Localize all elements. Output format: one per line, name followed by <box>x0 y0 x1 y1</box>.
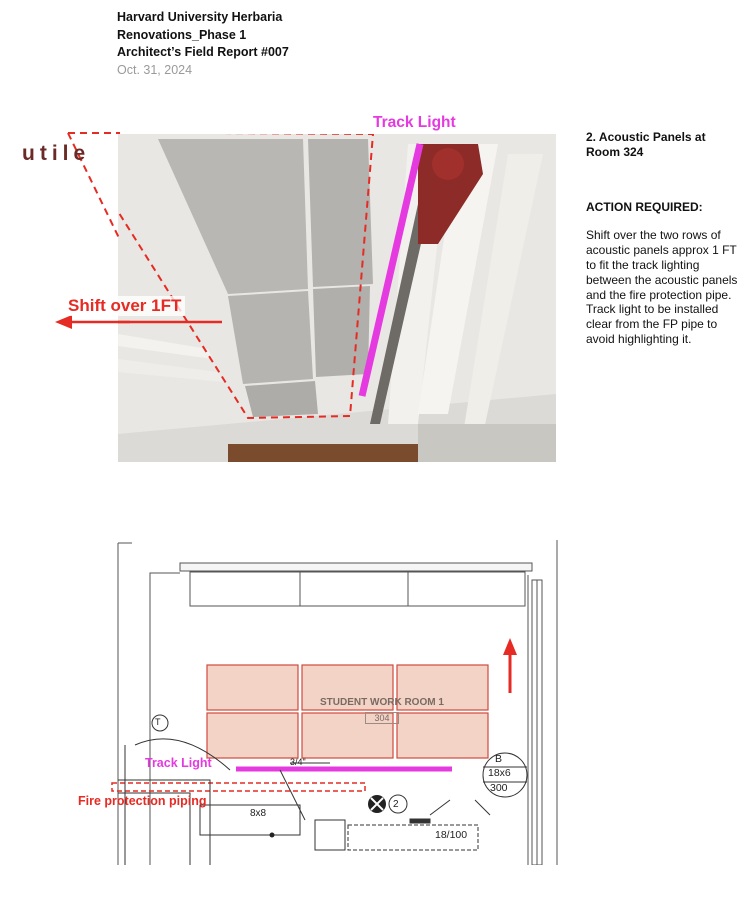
plan-thermostat-tag: T <box>155 717 161 727</box>
plan-fire-protection-label: Fire protection piping <box>78 794 207 808</box>
shift-over-label: Shift over 1FT <box>64 296 185 316</box>
plan-tag-2: 2 <box>393 799 399 810</box>
track-light-label: Track Light <box>373 114 456 131</box>
item-description <box>586 130 738 347</box>
utile-logo: utile <box>22 142 91 165</box>
plan-tag-b-letter: B <box>495 753 503 765</box>
header-date: Oct. 31, 2024 <box>117 62 193 77</box>
plan-room-number: 304 <box>365 712 399 724</box>
plan-tag-b-cfm: 300 <box>490 782 508 794</box>
plan-room-name: STUDENT WORK ROOM 1 <box>320 697 444 708</box>
action-required-label: ACTION REQUIRED: <box>586 199 703 214</box>
plan-dimension: 3/4" <box>290 757 306 767</box>
header-project: Harvard University Herbaria <box>117 10 283 24</box>
plan-duct-size: 8x8 <box>250 808 267 819</box>
header-report-title: Architect’s Field Report #007 <box>117 45 289 59</box>
header-phase: Renovations_Phase 1 <box>117 27 247 42</box>
item-title: 2. Acoustic Panels at Room 324 <box>586 130 706 159</box>
plan-tag-b-size: 18x6 <box>488 767 511 779</box>
plan-track-light-label: Track Light <box>145 756 212 770</box>
report-header <box>117 9 289 79</box>
action-text: Shift over the two rows of acoustic panels approx 1 FT to fit the track lighting between the acoustic panels and the fire protection pipe. Track light to be installed clear from the FP pipe to avoid highlighting it. <box>586 228 738 346</box>
plan-diffuser-tag: 18/100 <box>435 829 468 841</box>
